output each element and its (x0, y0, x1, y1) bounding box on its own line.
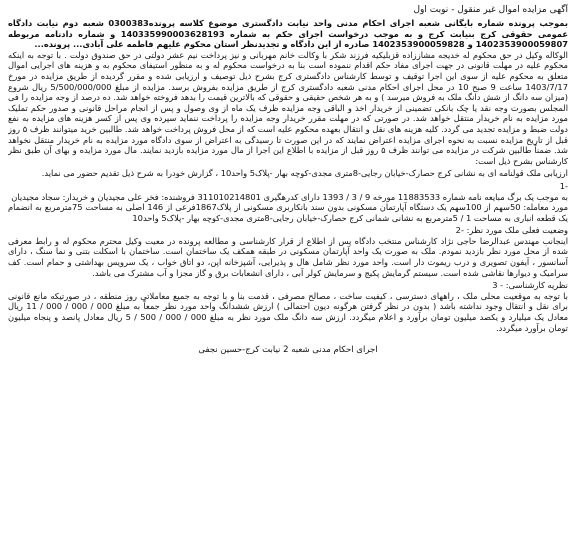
notice-intro: بموجب پرونده شماره بایگانی شعبه اجرای احکام مدنی واحد نیابت دادگستری موضوع کلاسه پرونده0300383 شعبه دوم نیابت دادگاه عمومی حقوقی کرج بنیابت کرج و به موجب درخواست اجرای حکم به شماره 140335990003628193 و شماره دادنامه مربوطه 1402353900059807 و 1402353900059828 صادره از این دادگاه و تجدیدنظر استان محکوم علیهم فاطمه علی آبادی... پرونده... (8, 18, 568, 50)
notice-footer: اجرای احکام مدنی شعبه 2 نیابت کرج-حسین نجفی (198, 345, 378, 356)
property-line: ارزیابی ملک قولنامه ای به نشانی کرج حصارک-خیابان رجایی-8متری مجدی-کوچه بهار -پلاک5 واحد10 ، گزارش خودرا به شرح ذیل تقدیم حضور می نماید. (41, 168, 568, 179)
section3-title: نظریه کارشناسی: - 3 (492, 280, 568, 291)
section1-desc: مورد معامله: 50سهم از 100سهم یک دستگاه آپارتمان مسکونی بدون سند بانکاربری مسکونی از پلاک1867فرعی از 146 اصلی به مساحت 75مترمربع به انضمام یک قطعه انباری به مساحت 1 / 5مترمربع به نشانی شمانی کرج حصارک-خیابان رجایی-8متری مجدی-کوچه بهار -پلاک5 واحد10 (8, 202, 568, 223)
notice-intro-rest: الوکاله وکیل در حق محکوم له خدیجه مشاززاده قزبلیکیه فرزند شکر با وکالت خانم مهربانی و نیز پرداخت نیم عشر دولتی در حق صندوق دولت . با توجه به اینکه محکوم علیه در مهلت قانونی در جهت اجرای مفاد حکم اقدام ننموده است بنا به درخواست محکوم له و به منظور استیفای محکوم به و هزینه های اجرایی اموال متعلق به محکوم علیه از سوی این اجرا توقیف و توسط کارشناس دادگستری کرج بشرح ذیل توصیف و ارزیابی شده و مقرر گردیده از طریق مزایده در مورخ 1403/7/17 ساعت 9 صبح 10 در محل اجرای احکام مدنی شعبه دادگستری کرج از طریق مزایده بفروش برسد. مزایده از مبلغ 5/500/000/000 ریال شروع (میزان سه دانگ از شش دانگ ملک به فروش میرسد ) و به هر شخص حقیقی و حقوقی که بالاترین قیمت را بدهد فروخته خواهد شد. ده درصد از وجه مزایده را فی المجلس بصورت وجه نقد یا چک بانکی تضمینی از خریدار اخذ و الباقی وجه مزایده ظرف یک ماه از وی وصول و پس از انجام مراحل قانونی و صدور حکم تملیک مورد مزایده به نام خریدار منتقل خواهد شد. در صورتی که در مهلت مقرر خریدار وجه مزایده را پرداخت ننماید سپرده وی پس از کسر هزینه های مزایده به نفع دولت ضبط و مزایده تجدید می گردد. کلیه هزینه های نقل و انتقال بعهده محکوم علیه است که از محل فروش پرداخت خواهد شد. طالبین خرید میتوانند ظرف ۵ روز قبل از تاریخ مزایده نسبت به نحوه اجرای مزایده اعتراض نمایند که در این صورت تا رسیدگی به اعتراض از سوی دادگاه مورد مزایده به نام خریدار منتقل نخواهد شد. ضمناً طالبین شرکت در مزایده می توانند ظرف ۵ روز قبل از مزایده با اطلاع این اجرا از مال مورد مزایده بازدید نمایند. مال مورد مزایده و بهای آن طبق نظر کارشناس بشرح ذیل است: (8, 49, 568, 166)
auction-notice (8, 4, 568, 541)
section3-body: با توجه به موقعیت محلی ملک ، راههای دسترسی ، کیفیت ساخت ، مصالح مصرفی ، قدمت بنا و با توجه به جمیع معاملاتی روز منطقه ، در صورتیکه مانع قانونی برای نقل و انتقال وجود نداشته باشد ( بدون در نظر گرفتن هرگونه دیون احتمالی ) ارزش ششدانگ واحد مورد نظر جمعاً به مبلغ 000 / 000 / 000 / 11 ریال معادل یک میلیارد و یکصد میلیون تومان برآورد و اعلام میگردد. ارزش سه دانگ ملک مورد نظر به مبلغ 000 / 000 / 500 / 5 ریال معادل پانصد و پنجاه میلیون تومان برآورد میگردد. (8, 290, 568, 333)
section2-body: اینجانب مهندس عبدالرضا حاجی نژاد کارشناس منتخب دادگاه پس از اطلاع از قرار کارشناسی و مطالعه پرونده در معیت وکیل محترم محکوم له و رابط معرفی شده از محل مورد نظر بازدید نمودم. ملک به صورت یک واحد آپارتمان مسکونی در طبقه همکف یک ساختمان است. ساختمان با اسکلت بتنی و نما سنگ ، دارای آسانسور ، آیفون تصویری و درب ریموت دار است. واحد مورد نظر شامل هال و پذیرایی، آشپزخانه اپن، دو اتاق خواب ، یک سرویس بهداشتی و حمام است. کف سرامیک و دیوارها نقاشی شده است. سیستم گرمایش پکیج و سرمایش کولر آبی ، دارای انشعابات برق و گاز مجزا و آب مشترک می باشد. (8, 235, 568, 278)
notice-title: آگهی مزایده اموال غیر منقول - نوبت اول (413, 5, 568, 15)
section1-body: به موجب یک برگ مبایعه نامه شماره 11883533 مورخه 9 / 3 / 1393 دارای کدرهگیری 311010214801 فروشنده: فخر علی مجیدیان و خریدار: سجاد مجیدیان (11, 191, 568, 202)
section2-title: وضعیت فعلی ملک مورد نظر: -2 (455, 225, 568, 236)
section1-title: -1 (559, 180, 568, 191)
